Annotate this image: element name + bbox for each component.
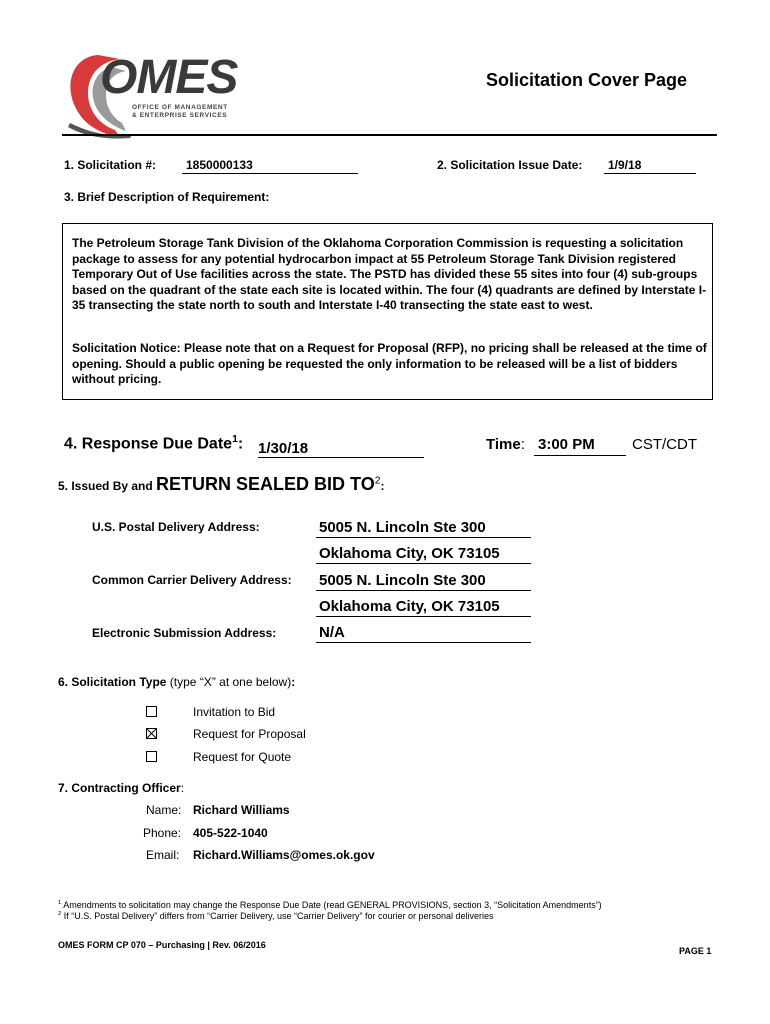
check-x-icon <box>147 729 156 738</box>
postal-address-label: U.S. Postal Delivery Address: <box>92 520 260 534</box>
contracting-officer-label <box>58 781 184 795</box>
logo-subtitle-line2: & ENTERPRISE SERVICES <box>132 112 228 119</box>
issued-by-label <box>58 474 385 495</box>
footnote-ref-1: 1 <box>232 434 238 445</box>
officer-name-label: Name: <box>146 803 182 817</box>
contracting-officer-colon: : <box>180 781 185 795</box>
footnote-ref-2: 2 <box>374 475 381 487</box>
carrier-address-line2[interactable]: Oklahoma City, OK 73105 <box>316 598 531 617</box>
response-time-value[interactable]: 3:00 PM <box>534 436 626 456</box>
description-label: 3. Brief Description of Requirement: <box>64 190 270 204</box>
response-due-label <box>64 434 243 453</box>
postal-address-line1[interactable]: 5005 N. Lincoln Ste 300 <box>316 519 531 538</box>
issue-date-value[interactable]: 1/9/18 <box>604 158 696 174</box>
solicitation-number-value[interactable]: 1850000133 <box>182 158 358 174</box>
page-number: PAGE 1 <box>679 946 712 956</box>
electronic-address-value[interactable]: N/A <box>316 624 531 643</box>
solicitation-number-label: 1. Solicitation #: <box>64 158 157 172</box>
contracting-officer-label-text: 7. Contracting Officer <box>58 781 181 795</box>
issued-by-prefix: 5. Issued By and <box>58 479 157 493</box>
officer-email-value[interactable]: Richard.Williams@omes.ok.gov <box>193 848 375 862</box>
timezone-label: CST/CDT <box>632 436 697 453</box>
option-request-for-quote: Request for Quote <box>193 750 292 764</box>
footnote-2-num: 2 <box>58 911 62 917</box>
response-due-colon: : <box>237 435 244 453</box>
logo-subtitle-line1: OFFICE OF MANAGEMENT <box>132 104 228 111</box>
electronic-address-label: Electronic Submission Address: <box>92 626 277 640</box>
solicitation-notice: Solicitation Notice: Please note that on a Request for Proposal (RFP), no pricing shall be released at the time of opening. Should a public opening be requested the only information to be released will be a list of bidders without pricing. <box>72 341 707 386</box>
officer-phone-value: 405-522-1040 <box>193 826 268 840</box>
footnote-1-num: 1 <box>58 900 62 906</box>
footnote-2 <box>58 911 738 921</box>
carrier-address-line1[interactable]: 5005 N. Lincoln Ste 300 <box>316 572 531 591</box>
page-title: Solicitation Cover Page <box>486 70 688 90</box>
solicitation-type-label <box>58 675 295 689</box>
issue-date-label: 2. Solicitation Issue Date: <box>437 158 583 172</box>
officer-email-label: Email: <box>146 848 180 862</box>
checkbox-invitation-to-bid[interactable] <box>146 706 157 717</box>
solicitation-type-label-rest: (type “X” at one below) <box>166 675 292 689</box>
time-label-text: Time <box>486 436 521 453</box>
option-request-for-proposal: Request for Proposal <box>193 727 306 741</box>
logo-wordmark: OMES <box>100 51 238 104</box>
response-due-date-value[interactable]: 1/30/18 <box>258 440 424 458</box>
checkbox-request-for-quote[interactable] <box>146 751 157 762</box>
time-colon: : <box>520 436 525 453</box>
carrier-address-label: Common Carrier Delivery Address: <box>92 573 292 587</box>
time-label <box>486 436 525 453</box>
header-divider <box>62 134 717 136</box>
return-sealed-bid-label: RETURN SEALED BID TO <box>156 474 375 494</box>
officer-phone-label: Phone: <box>143 826 182 840</box>
officer-name-value: Richard Williams <box>193 803 290 817</box>
footnote-1-text: Amendments to solicitation may change the Response Due Date (read GENERAL PROVISIONS, section 3, “Solicitation Amendments”) <box>61 900 602 910</box>
response-due-label-text: 4. Response Due Date <box>64 435 233 453</box>
solicitation-type-colon: : <box>291 675 296 689</box>
solicitation-type-label-bold: 6. Solicitation Type <box>58 675 167 689</box>
footnote-2-text: If “U.S. Postal Delivery” differs from “Carrier Delivery, use “Carrier Delivery” for courier or personal deliveries <box>61 911 494 921</box>
description-text: The Petroleum Storage Tank Division of the Oklahoma Corporation Commission is requesting a solicitation package to assess for any potential hydrocarbon impact at 55 Petroleum Storage Tank Division registered Temporary Out of Use facilities across the state. The PSTD has divided these 55 sites into four (4) sub-groups based on the quadrant of the state each site is located within. The four (4) quadrants are defined by Interstate I-35 transecting the state north to south and Interstate I-40 transecting the state east to west. <box>72 236 707 312</box>
checkbox-request-for-proposal[interactable] <box>146 728 157 739</box>
logo-subtitle <box>132 104 228 120</box>
form-footer: OMES FORM CP 070 – Purchasing | Rev. 06/2016 <box>58 940 266 950</box>
option-invitation-to-bid: Invitation to Bid <box>193 705 276 719</box>
issued-by-colon: : <box>380 479 385 493</box>
footnote-1 <box>58 900 738 910</box>
postal-address-line2[interactable]: Oklahoma City, OK 73105 <box>316 545 531 564</box>
